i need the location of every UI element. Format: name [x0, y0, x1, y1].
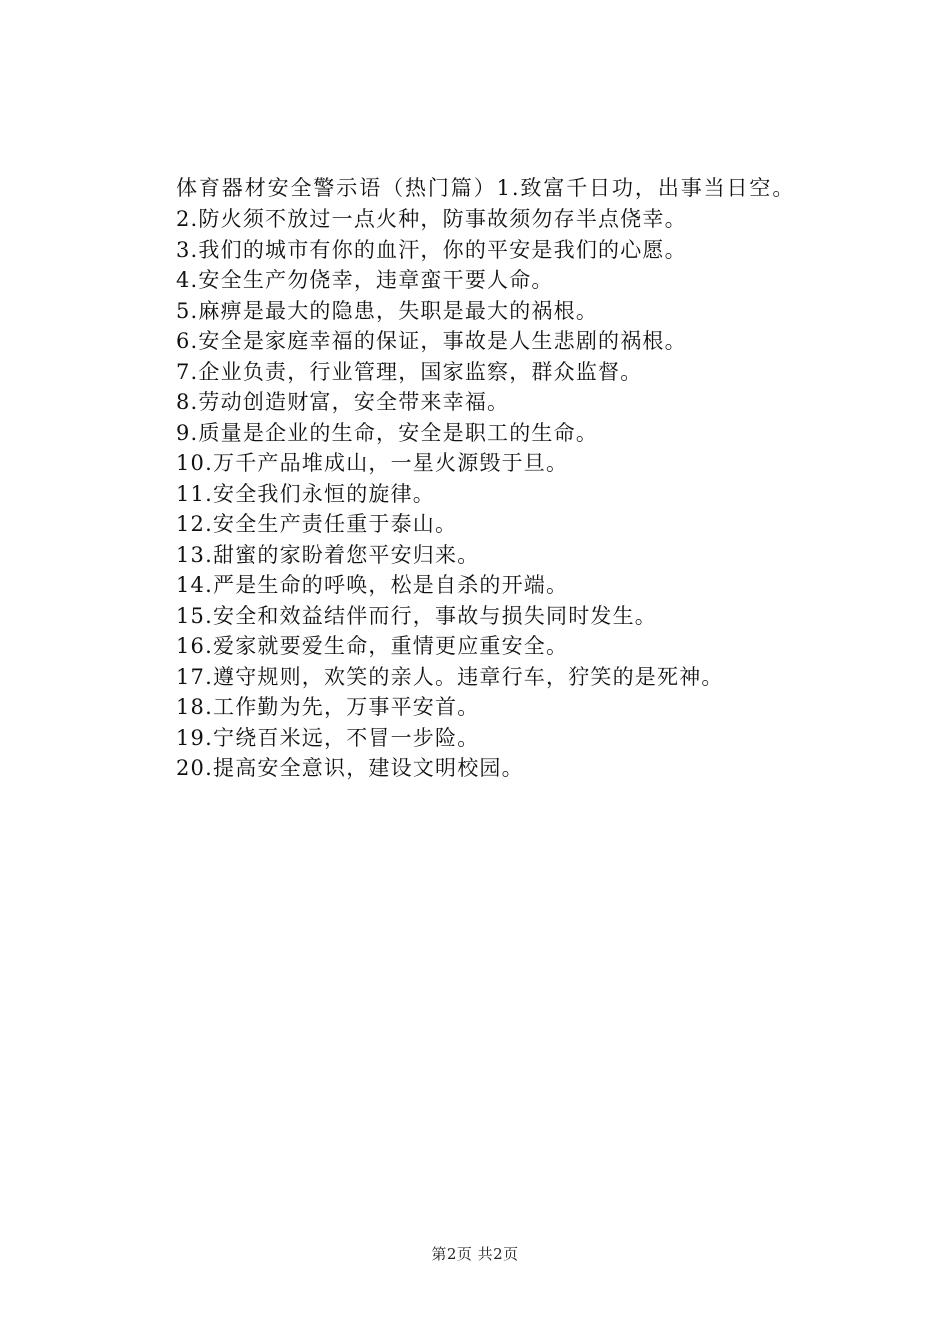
list-item: 20.提高安全意识，建设文明校园。 [176, 756, 524, 780]
list-item: 16.爱家就要爱生命，重情更应重安全。 [176, 634, 569, 658]
list-item: 11.安全我们永恒的旋律。 [176, 481, 435, 506]
list-item: 18.工作勤为先，万事平安首。 [176, 695, 480, 719]
list-item: 7.企业负责，行业管理，国家监察，群众监督。 [176, 359, 643, 384]
list-item: 5.麻痹是最大的隐患，失职是最大的祸根。 [176, 298, 599, 323]
list-item: 19.宁绕百米远，不冒一步险。 [176, 725, 480, 750]
list-item: 9.质量是企业的生命，安全是职工的生命。 [176, 420, 599, 445]
page-number-label: 第2页 共2页 [431, 1245, 519, 1263]
slogan-list [128, 204, 828, 784]
document-body [128, 172, 828, 784]
list-item: 8.劳动创造财富，安全带来幸福。 [176, 390, 510, 414]
list-item: 10.万千产品堆成山，一星火源毁于旦。 [176, 451, 569, 475]
list-item: 4.安全生产勿侥幸，违章蛮干要人命。 [176, 268, 554, 292]
list-item: 12.安全生产责任重于泰山。 [176, 512, 458, 536]
list-item: 2.防火须不放过一点火种，防事故须勿存半点侥幸。 [176, 207, 687, 231]
page-footer [0, 1243, 950, 1264]
list-item: 14.严是生命的呼唤，松是自杀的开端。 [176, 573, 569, 597]
list-item: 17.遵守规则，欢笑的亲人。违章行车，狞笑的是死神。 [176, 664, 724, 689]
intro-paragraph: 体育器材安全警示语（热门篇）1.致富千日功，出事当日空。 [176, 176, 796, 200]
list-item: 15.安全和效益结伴而行，事故与损失同时发生。 [176, 603, 657, 628]
list-item: 6.安全是家庭幸福的保证，事故是人生悲剧的祸根。 [176, 329, 687, 353]
list-item: 13.甜蜜的家盼着您平安归来。 [176, 542, 480, 567]
list-item: 3.我们的城市有你的血汗，你的平安是我们的心愿。 [176, 237, 687, 262]
